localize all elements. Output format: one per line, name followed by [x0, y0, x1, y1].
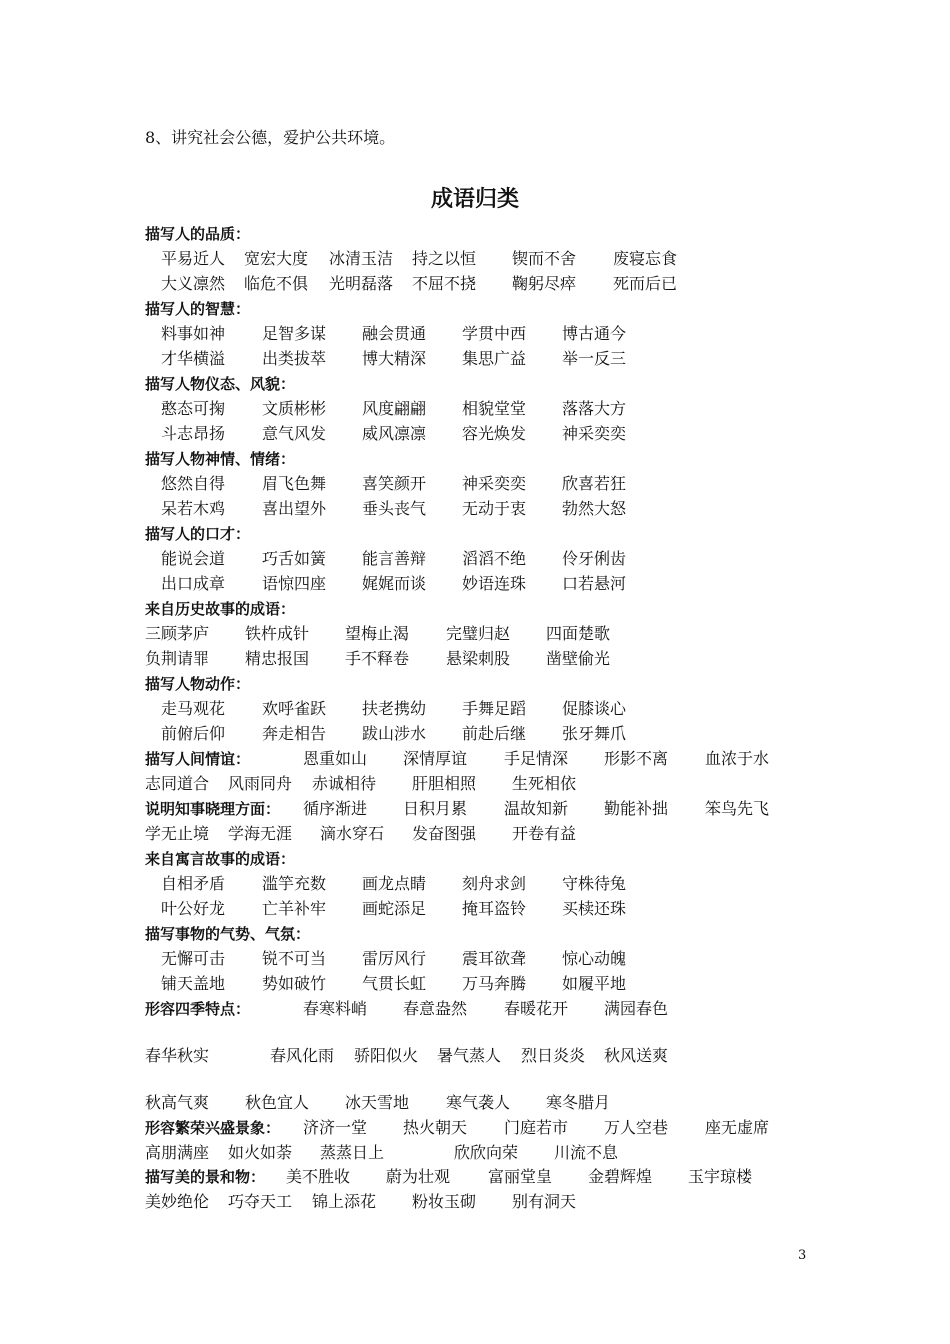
idiom-s11-r1-0: 无懈可击: [161, 949, 226, 968]
idiom-s8-r2-1: 风雨同舟: [228, 774, 293, 793]
idiom-s13-r1-0: 济济一堂: [303, 1118, 368, 1137]
idiom-s5-r1-4: 伶牙俐齿: [562, 549, 627, 568]
idiom-s2-r1-3: 学贯中西: [462, 324, 527, 343]
idiom-s13-r1-4: 座无虚席: [705, 1118, 770, 1137]
idiom-s7-r2-4: 张牙舞爪: [562, 724, 627, 743]
idiom-s14-r2-3: 粉妆玉砌: [412, 1192, 477, 1211]
idiom-s12-r2-1: 春风化雨: [270, 1046, 335, 1065]
idiom-s12-r1-0: 春寒料峭: [303, 999, 368, 1018]
idiom-s12-r2-2: 骄阳似火: [354, 1046, 419, 1065]
idiom-s12-r1-2: 春暖花开: [504, 999, 569, 1018]
idiom-s12-r1-1: 春意盎然: [403, 999, 468, 1018]
idiom-s3-r1-3: 相貌堂堂: [462, 399, 527, 418]
idiom-s6-r1-2: 望梅止渴: [345, 624, 410, 643]
idiom-s14-r1-2: 富丽堂皇: [488, 1167, 553, 1186]
idiom-s10-r1-0: 自相矛盾: [161, 874, 226, 893]
idiom-s11-r2-4: 如履平地: [562, 974, 627, 993]
idiom-s4-r2-3: 无动于衷: [462, 499, 527, 518]
idiom-s8-r2-4: 生死相依: [512, 774, 577, 793]
idiom-s13-r2-0: 高朋满座: [145, 1143, 210, 1162]
idiom-s12-r2-3: 暑气蒸人: [437, 1046, 502, 1065]
idiom-s7-r2-0: 前俯后仰: [161, 724, 226, 743]
idiom-s12-r3-1: 秋色宜人: [245, 1093, 310, 1112]
idiom-s2-r1-4: 博古通今: [562, 324, 627, 343]
page-number: 3: [798, 1248, 807, 1263]
section-heading-s10: 来自寓言故事的成语：: [145, 850, 296, 868]
idiom-s5-r2-3: 妙语连珠: [462, 574, 527, 593]
idiom-s9-r2-1: 学海无涯: [228, 824, 293, 843]
idiom-s4-r2-4: 勃然大怒: [562, 499, 627, 518]
idiom-s7-r2-2: 跋山涉水: [362, 724, 427, 743]
idiom-s1-r2-1: 临危不俱: [244, 274, 309, 293]
idiom-s6-r1-3: 完璧归赵: [446, 624, 511, 643]
idiom-s4-r2-1: 喜出望外: [262, 499, 327, 518]
idiom-s9-r2-0: 学无止境: [145, 824, 210, 843]
idiom-s5-r1-1: 巧舌如簧: [262, 549, 327, 568]
idiom-s2-r1-2: 融会贯通: [362, 324, 427, 343]
page-title: 成语归类: [430, 187, 519, 212]
section-heading-s1: 描写人的品质：: [145, 225, 251, 243]
idiom-s2-r2-1: 出类拔萃: [262, 349, 327, 368]
idiom-s2-r2-2: 博大精深: [362, 349, 427, 368]
idiom-s13-r2-4: 川流不息: [554, 1143, 619, 1162]
idiom-s10-r1-1: 滥竽充数: [262, 874, 327, 893]
idiom-s10-r2-1: 亡羊补牢: [262, 899, 327, 918]
idiom-s6-r2-3: 悬梁刺股: [446, 649, 511, 668]
idiom-s5-r1-2: 能言善辩: [362, 549, 427, 568]
idiom-s3-r2-0: 斗志昂扬: [161, 424, 226, 443]
idiom-s6-r2-2: 手不释卷: [345, 649, 410, 668]
section-heading-s11: 描写事物的气势、气氛：: [145, 925, 311, 943]
idiom-s5-r2-1: 语惊四座: [262, 574, 327, 593]
idiom-s3-r1-1: 文质彬彬: [262, 399, 327, 418]
idiom-s11-r2-0: 铺天盖地: [161, 974, 226, 993]
idiom-s1-r1-0: 平易近人: [161, 249, 226, 268]
section-heading-s7: 描写人物动作：: [145, 675, 251, 693]
idiom-s9-r1-3: 勤能补拙: [604, 799, 669, 818]
idiom-s11-r1-4: 惊心动魄: [562, 949, 627, 968]
idiom-s6-r1-1: 铁杵成针: [245, 624, 310, 643]
idiom-s8-r2-2: 赤诚相待: [312, 774, 377, 793]
idiom-s11-r2-1: 势如破竹: [262, 974, 327, 993]
idiom-s3-r2-1: 意气风发: [262, 424, 327, 443]
idiom-s10-r2-4: 买椟还珠: [562, 899, 627, 918]
idiom-s8-r1-1: 深情厚谊: [403, 749, 468, 768]
idiom-s13-r2-2: 蒸蒸日上: [320, 1143, 385, 1162]
idiom-s10-r1-3: 刻舟求剑: [462, 874, 527, 893]
idiom-s5-r1-0: 能说会道: [161, 549, 226, 568]
idiom-s4-r1-0: 悠然自得: [161, 474, 226, 493]
section-heading-s6: 来自历史故事的成语：: [145, 600, 296, 618]
idiom-s14-r1-3: 金碧辉煌: [588, 1167, 653, 1186]
idiom-s9-r2-4: 开卷有益: [512, 824, 577, 843]
section-heading-s3: 描写人物仪态、风貌：: [145, 375, 296, 393]
idiom-s11-r2-2: 气贯长虹: [362, 974, 427, 993]
idiom-s1-r1-1: 宽宏大度: [244, 249, 309, 268]
idiom-s9-r2-2: 滴水穿石: [320, 824, 385, 843]
idiom-s8-r1-3: 形影不离: [604, 749, 669, 768]
idiom-s7-r2-1: 奔走相告: [262, 724, 327, 743]
idiom-s10-r2-3: 掩耳盗铃: [462, 899, 527, 918]
section-heading-s4: 描写人物神情、情绪：: [145, 450, 296, 468]
idiom-s2-r2-3: 集思广益: [462, 349, 527, 368]
idiom-s1-r2-3: 不屈不挠: [412, 274, 477, 293]
idiom-s13-r1-2: 门庭若市: [504, 1118, 569, 1137]
idiom-s7-r1-0: 走马观花: [161, 699, 226, 718]
idiom-s2-r1-0: 料事如神: [161, 324, 226, 343]
idiom-s9-r1-4: 笨鸟先飞: [705, 799, 770, 818]
idiom-s12-r3-2: 冰天雪地: [345, 1093, 410, 1112]
idiom-s14-r2-2: 锦上添花: [312, 1192, 377, 1211]
idiom-s1-r2-4: 鞠躬尽瘁: [512, 274, 577, 293]
section-heading-s14: 描写美的景和物：: [145, 1168, 266, 1186]
idiom-s8-r2-0: 志同道合: [145, 774, 210, 793]
idiom-s10-r1-4: 守株待兔: [562, 874, 627, 893]
idiom-s7-r1-2: 扶老携幼: [362, 699, 427, 718]
idiom-s4-r1-3: 神采奕奕: [462, 474, 527, 493]
idiom-s12-r2-5: 秋风送爽: [604, 1046, 669, 1065]
idiom-s4-r2-0: 呆若木鸡: [161, 499, 226, 518]
idiom-s9-r1-1: 日积月累: [403, 799, 468, 818]
idiom-s2-r2-4: 举一反三: [562, 349, 627, 368]
idiom-s4-r1-4: 欣喜若狂: [562, 474, 627, 493]
idiom-s2-r2-0: 才华横溢: [161, 349, 226, 368]
section-heading-s8: 描写人间情谊：: [145, 750, 251, 768]
idiom-s3-r1-4: 落落大方: [562, 399, 627, 418]
idiom-s1-r2-2: 光明磊落: [329, 274, 394, 293]
idiom-s14-r2-4: 别有洞天: [512, 1192, 577, 1211]
idiom-s9-r1-2: 温故知新: [504, 799, 569, 818]
idiom-s6-r1-0: 三顾茅庐: [145, 624, 210, 643]
intro-line: 8、讲究社会公德，爱护公共环境。: [145, 128, 396, 147]
idiom-s7-r2-3: 前赴后继: [462, 724, 527, 743]
section-heading-s12: 形容四季特点：: [145, 1000, 251, 1018]
idiom-s6-r2-0: 负荆请罪: [145, 649, 210, 668]
idiom-s12-r3-3: 寒气袭人: [446, 1093, 511, 1112]
idiom-s8-r1-4: 血浓于水: [705, 749, 770, 768]
idiom-s7-r1-4: 促膝谈心: [562, 699, 627, 718]
idiom-s1-r1-3: 持之以恒: [412, 249, 477, 268]
idiom-s4-r1-2: 喜笑颜开: [362, 474, 427, 493]
section-heading-s9: 说明知事晓理方面：: [145, 800, 281, 818]
idiom-s9-r1-0: 循序渐进: [303, 799, 368, 818]
idiom-s8-r1-2: 手足情深: [504, 749, 569, 768]
idiom-s6-r2-1: 精忠报国: [245, 649, 310, 668]
idiom-s5-r2-4: 口若悬河: [562, 574, 627, 593]
idiom-s1-r2-0: 大义凛然: [161, 274, 226, 293]
idiom-s7-r1-3: 手舞足蹈: [462, 699, 527, 718]
idiom-s11-r1-3: 震耳欲聋: [462, 949, 527, 968]
idiom-s11-r2-3: 万马奔腾: [462, 974, 527, 993]
idiom-s6-r2-4: 凿壁偷光: [546, 649, 611, 668]
idiom-s13-r2-3: 欣欣向荣: [454, 1143, 519, 1162]
idiom-s14-r1-0: 美不胜收: [286, 1167, 351, 1186]
idiom-s6-r1-4: 四面楚歌: [546, 624, 611, 643]
idiom-s13-r2-1: 如火如荼: [228, 1143, 293, 1162]
idiom-s12-r3-0: 秋高气爽: [145, 1093, 210, 1112]
idiom-s3-r1-0: 憨态可掬: [161, 399, 226, 418]
idiom-s12-r2-4: 烈日炎炎: [521, 1046, 586, 1065]
idiom-s8-r1-0: 恩重如山: [303, 749, 368, 768]
idiom-s12-r2-0: 春华秋实: [145, 1046, 210, 1065]
idiom-s10-r2-0: 叶公好龙: [161, 899, 226, 918]
section-heading-s2: 描写人的智慧：: [145, 300, 251, 318]
idiom-s4-r2-2: 垂头丧气: [362, 499, 427, 518]
idiom-s10-r2-2: 画蛇添足: [362, 899, 427, 918]
idiom-s3-r2-4: 神采奕奕: [562, 424, 627, 443]
idiom-s14-r1-1: 蔚为壮观: [386, 1167, 451, 1186]
idiom-s1-r1-5: 废寝忘食: [613, 249, 678, 268]
section-heading-s5: 描写人的口才：: [145, 525, 251, 543]
idiom-s1-r1-4: 锲而不舍: [512, 249, 577, 268]
idiom-s3-r1-2: 风度翩翩: [362, 399, 427, 418]
idiom-s12-r1-3: 满园春色: [604, 999, 669, 1018]
idiom-s3-r2-3: 容光焕发: [462, 424, 527, 443]
idiom-s11-r1-1: 锐不可当: [262, 949, 327, 968]
idiom-s5-r2-2: 娓娓而谈: [362, 574, 427, 593]
idiom-s5-r2-0: 出口成章: [161, 574, 226, 593]
idiom-s1-r1-2: 冰清玉洁: [329, 249, 394, 268]
idiom-s7-r1-1: 欢呼雀跃: [262, 699, 327, 718]
idiom-s12-r3-4: 寒冬腊月: [546, 1093, 611, 1112]
idiom-s1-r2-5: 死而后已: [613, 274, 678, 293]
idiom-s13-r1-3: 万人空巷: [604, 1118, 669, 1137]
idiom-s8-r2-3: 肝胆相照: [412, 774, 477, 793]
idiom-s4-r1-1: 眉飞色舞: [262, 474, 327, 493]
idiom-s10-r1-2: 画龙点睛: [362, 874, 427, 893]
idiom-s14-r2-0: 美妙绝伦: [145, 1192, 210, 1211]
idiom-s14-r2-1: 巧夺天工: [228, 1192, 293, 1211]
idiom-s9-r2-3: 发奋图强: [412, 824, 477, 843]
idiom-s2-r1-1: 足智多谋: [262, 324, 327, 343]
idiom-s13-r1-1: 热火朝天: [403, 1118, 468, 1137]
section-heading-s13: 形容繁荣兴盛景象：: [145, 1119, 281, 1137]
idiom-s14-r1-4: 玉宇琼楼: [688, 1167, 753, 1186]
idiom-s3-r2-2: 威风凛凛: [362, 424, 427, 443]
idiom-s5-r1-3: 滔滔不绝: [462, 549, 527, 568]
idiom-s11-r1-2: 雷厉风行: [362, 949, 427, 968]
